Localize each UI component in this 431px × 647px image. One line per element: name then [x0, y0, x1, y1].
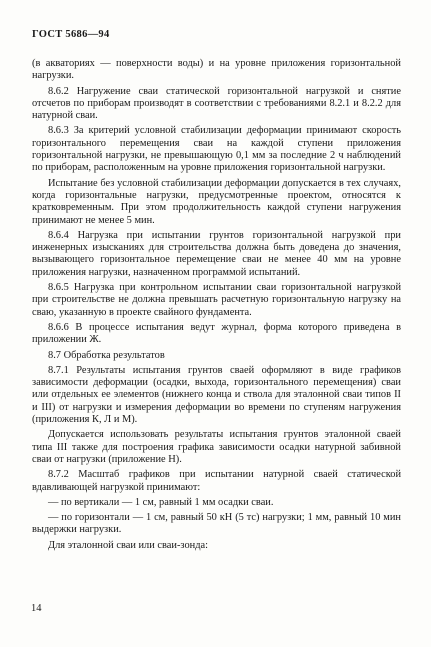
- paragraph: Для эталонной сваи или сваи-зонда:: [48, 539, 208, 551]
- page-number: 14: [31, 603, 42, 614]
- paragraph: 8.6.4 Нагрузка при испытании грунтов горизонтальной нагрузкой при инженерных изысканиях для строительства должна быть доведена до значения, вызывающего горизонтальное перемещение сваи не менее 40 мм на уровне приложения нагрузки, назначенном программой испытаний.: [32, 229, 401, 278]
- paragraph: Испытание без условной стабилизации деформации допускается в тех случаях, когда горизонтальные нагрузки, предусмотренные проектом, относятся к кратковременным. При этом продолжительность каждой ступени нагружения принимают не менее 5 мин.: [32, 177, 401, 226]
- paragraph: 8.6.2 Нагружение сваи статической горизонтальной нагрузкой и снятие отсчетов по приборам производят в соответствии с требованиями 8.2.1 и 8.2.2 для натурной сваи.: [32, 85, 401, 122]
- list-item: — по вертикали — 1 см, равный 1 мм осадки сваи.: [48, 496, 274, 508]
- paragraph: Допускается использовать результаты испытания грунтов эталонной сваей типа III также для построения графика зависимости осадки натурной забивной сваи от нагрузки (приложение Н).: [32, 429, 401, 465]
- paragraph: 8.6.6 В процессе испытания ведут журнал, форма которого приведена в приложении Ж.: [32, 321, 401, 346]
- list-item: — по горизонтали — 1 см, равный 50 кН (5 тс) нагрузки; 1 мм, равный 10 мин выдержки нагрузки.: [32, 512, 401, 536]
- page-header: ГОСТ 5686—94: [32, 29, 110, 40]
- paragraph: 8.7.1 Результаты испытания грунтов сваей оформляют в виде графиков зависимости деформации (осадки, выхода, горизонтального перемещения) сваи или отдельных ее элементов (нижнего конца и ствола для эталонной сваи типов II и III) от нагрузки и измерения деформации во времени по ступеням нагружения (приложения К, Л и М).: [32, 364, 401, 426]
- paragraph: 8.6.3 За критерий условной стабилизации деформации принимают скорость горизонтального перемещения сваи на каждой ступени приложения горизонтальной нагрузки, не превышающую 0,1 мм за последние 2 ч наблюдений по приборам, расположенным на уровне приложения горизонтальной нагрузки.: [32, 125, 401, 174]
- section-heading: 8.7 Обработка результатов: [48, 349, 165, 361]
- paragraph: 8.7.2 Масштаб графиков при испытании натурной сваей статической вдавливающей нагрузкой принимают:: [32, 469, 401, 493]
- paragraph: (в акваториях — поверхности воды) и на уровне приложения горизонтальной нагрузки.: [32, 58, 401, 82]
- document-body: [32, 58, 401, 555]
- paragraph: 8.6.5 Нагрузка при контрольном испытании сваи горизонтальной нагрузкой при строительстве не должна превышать расчетную горизонтальную нагрузку на сваю, указанную в проекте свайного фундамента.: [32, 282, 401, 318]
